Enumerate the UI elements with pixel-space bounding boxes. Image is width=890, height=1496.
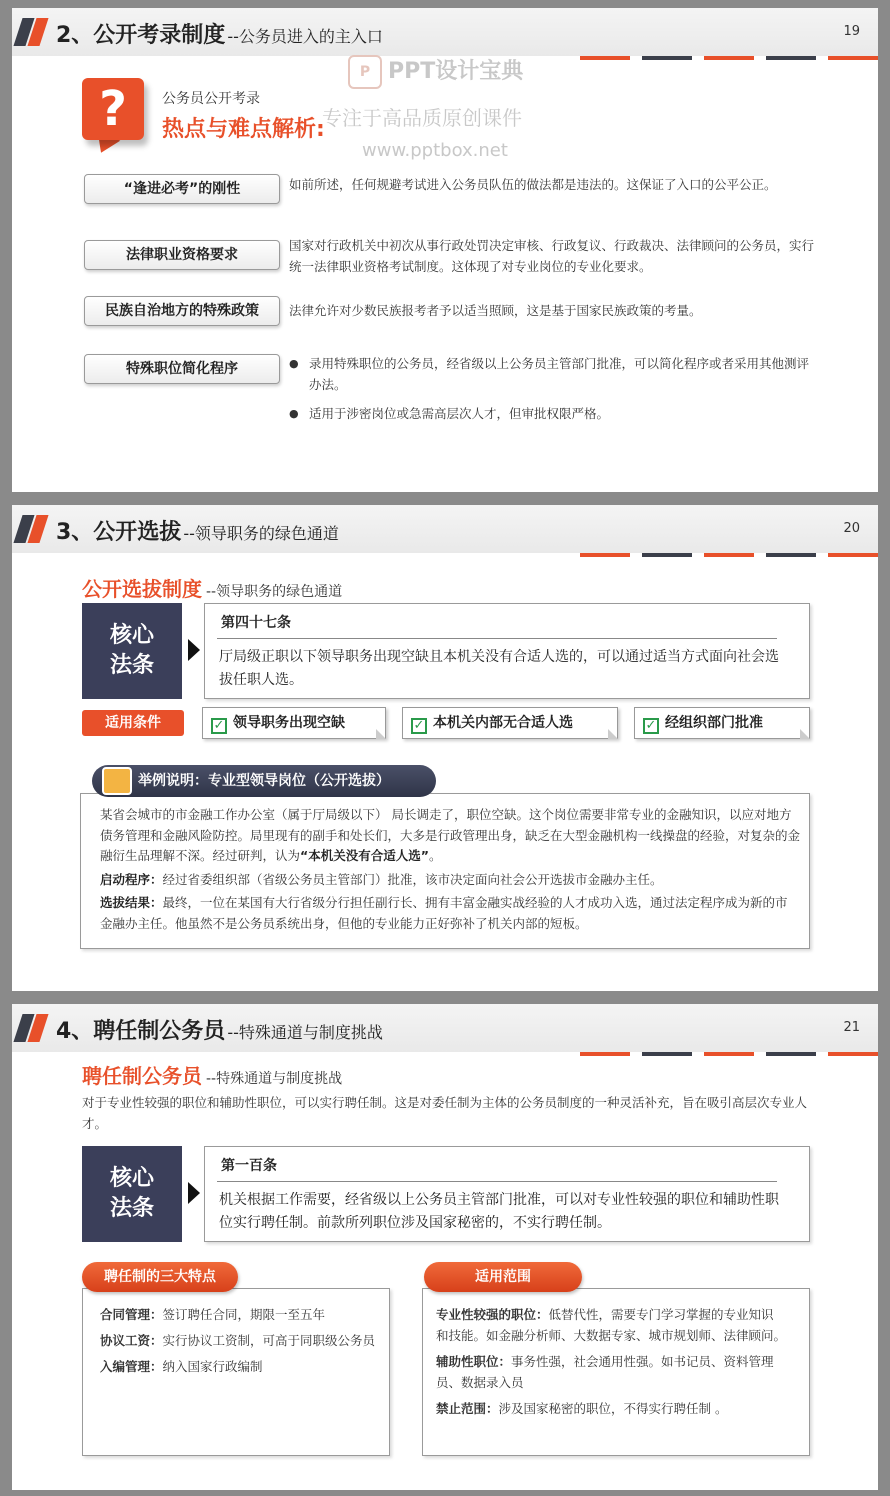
slide-header (12, 8, 878, 56)
slide-header (12, 505, 878, 553)
heading-small: 公务员公开考录 (162, 91, 260, 107)
scope-item: 辅助性职位：事务性强，社会通用性强。如书记员、资料管理员、数据录入员 (436, 1354, 774, 1390)
scope-item: 禁止范围：涉及国家秘密的职位，不得实行聘任制 。 (436, 1401, 728, 1416)
label-entry-exam: “逢进必考”的刚性 (84, 174, 280, 204)
slide-title: 3、公开选拔 --领导职务的绿色通道 (56, 520, 339, 545)
example-title: 举例说明：专业型领导岗位（公开选拔） (92, 765, 436, 797)
core-law-badge: 核心 法条 (82, 603, 182, 699)
scope-list (436, 1304, 786, 1424)
law-article-text: 机关根据工作需要，经省级以上公务员主管部门批准，可以对专业性较强的职位和辅助性职位实行聘任制。前款所列职位涉及国家秘密的，不实行聘任制。 (219, 1192, 779, 1231)
header-dashes (580, 1052, 878, 1056)
condition-vacancy: ✓ 领导职务出现空缺 (202, 707, 386, 739)
arrow-right-icon (188, 639, 200, 661)
desc-ethnic-policy: 法律允许对少数民族报考者予以适当照顾，这是基于国家民族政策的考量。 (289, 303, 702, 318)
bullet-item: ● 录用特殊职位的公务员，经省级以上公务员主管部门批准，可以简化程序或者采用其他测评办法。 (289, 353, 819, 395)
slide-header (12, 1004, 878, 1052)
slide-20 (12, 505, 878, 991)
feature-item: 合同管理：签订聘任合同，期限一至五年 (100, 1307, 326, 1322)
slide-21 (12, 1004, 878, 1490)
desc-legal-qualification: 国家对行政机关中初次从事行政处罚决定审核、行政复议、行政裁决、法律顾问的公务员，实行统一法律职业资格考试制度。这体现了对专业岗位的专业化要求。 (289, 238, 815, 274)
divider (217, 1181, 777, 1182)
label-legal-qualification: 法律职业资格要求 (84, 240, 280, 270)
example-paragraph: 选拔结果：最终，一位在某国有大行省级分行担任副行长、拥有丰富金融实战经验的人才成功入选，通过法定程序成为新的市金融办主任。他虽然不是公务员系统出身，但他的专业能力正好弥补了机关内部的短板。 (100, 895, 788, 931)
check-icon: ✓ (211, 718, 227, 734)
feature-item: 入编管理：纳入国家行政编制 (100, 1359, 263, 1374)
page-number: 19 (843, 24, 860, 39)
slide-title: 4、聘任制公务员 --特殊通道与制度挑战 (56, 1019, 383, 1044)
conditions-label: 适用条件 (82, 710, 184, 736)
law-article-box (204, 603, 810, 699)
feature-item: 协议工资：实行协议工资制，可高于同职级公务员 (100, 1333, 376, 1348)
intro-text: 对于专业性较强的职位和辅助性职位，可以实行聘任制。这是对委任制为主体的公务员制度的一种灵活补充，旨在吸引高层次专业人才。 (82, 1095, 808, 1131)
condition-no-internal: ✓ 本机关内部无合适人选 (402, 707, 618, 739)
law-article-box (204, 1146, 810, 1242)
section-heading: 聘任制公务员 --特殊通道与制度挑战 (82, 1064, 343, 1088)
scope-item: 专业性较强的职位：低替代性，需要专门学习掌握的专业知识和技能。如金融分析师、大数据专家、城市规划师、法律顾问。 (436, 1307, 787, 1343)
desc-entry-exam: 如前所述，任何规避考试进入公务员队伍的做法都是违法的。这保证了入口的公平公正。 (289, 177, 777, 192)
features-list (100, 1304, 376, 1382)
watermark-slogan: 专注于高品质原创课件 (322, 106, 522, 130)
slide-19 (12, 8, 878, 492)
desc-special-position (289, 353, 819, 432)
label-ethnic-policy: 民族自治地方的特殊政策 (84, 296, 280, 326)
heading-big: 热点与难点解析: (162, 117, 325, 142)
law-article-text: 厅局级正职以下领导职务出现空缺且本机关没有合适人选的，可以通过适当方式面向社会选拔任职人选。 (219, 649, 779, 688)
header-dashes (580, 56, 878, 60)
check-icon: ✓ (411, 718, 427, 734)
features-title: 聘任制的三大特点 (82, 1262, 238, 1292)
watermark-brand: P PPT设计宝典 (348, 54, 523, 89)
example-text (100, 805, 800, 937)
example-paragraph: 启动程序：经过省委组织部（省级公务员主管部门）批准，该市决定面向社会公开选拔市金融办主任。 (100, 871, 663, 887)
divider (217, 638, 777, 639)
page-number: 21 (843, 1020, 860, 1035)
section-heading: 公开选拔制度 --领导职务的绿色通道 (82, 577, 343, 601)
watermark-url: www.pptbox.net (362, 140, 508, 161)
check-icon: ✓ (643, 718, 659, 734)
slide-title: 2、公开考录制度 --公务员进入的主入口 (56, 23, 383, 48)
label-special-position: 特殊职位简化程序 (84, 354, 280, 384)
core-law-badge: 核心 法条 (82, 1146, 182, 1242)
law-article-title: 第一百条 (221, 1158, 277, 1174)
bullet-item: ● 适用于涉密岗位或急需高层次人才，但审批权限严格。 (289, 403, 819, 424)
condition-approval: ✓ 经组织部门批准 (634, 707, 810, 739)
question-mark-icon: ? (82, 78, 144, 140)
law-article-title: 第四十七条 (221, 615, 291, 631)
arrow-right-icon (188, 1182, 200, 1204)
example-paragraph: 某省会城市的市金融工作办公室（属于厅局级以下） 局长调走了，职位空缺。这个岗位需要非常专业的金融知识，以应对地方债务管理和金融风险防控。局里现有的副手和处长们，大多是行政管理出身，缺乏在大型金融机构一线操盘的经验，对复杂的金融衍生品理解不深。经过研判，认为“本机关没有合适人选”。 (100, 807, 801, 863)
page-number: 20 (843, 521, 860, 536)
header-dashes (580, 553, 878, 557)
scope-title: 适用范围 (424, 1262, 582, 1292)
image-icon (102, 767, 132, 795)
